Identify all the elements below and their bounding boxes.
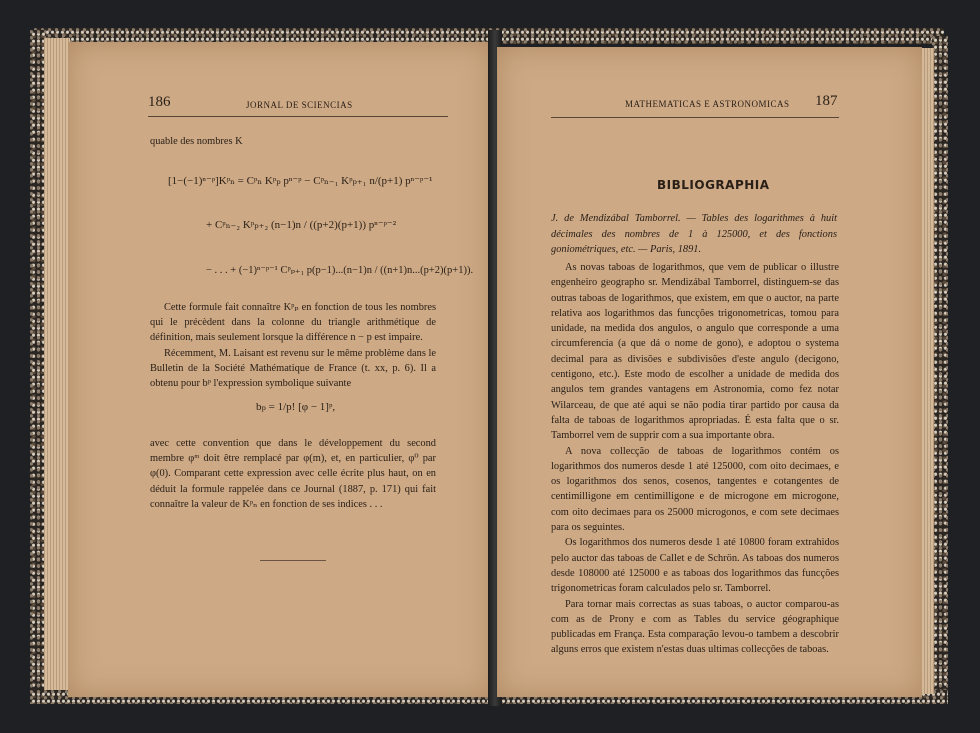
paragraph-text: As novas taboas de logarithmos, que vem de publicar o illustre engenheiro geographo sr. Mendizábal Tamborrel, distinguem-se das outras taboas de logarithmos, que existem, em que o auctor, na parte relativa aos logarithmos das funcções trigonometricas, tomou para unidade, na medida dos angulos, o angulo que corresponde a uma circumferencia (a que dá o nome de gono), e adoptou o systema decimal para as divisões e subdivisões d'este angulo (decigono, centigono, etc.). Este modo de escolher a unidade de medida dos angulos tem grandes vantagens em Astronomia, como fez notar Wilarceau, de que até aqui se não podia tirar partido por causa da falta de taboas de logarithmos apropriadas. É esta falta que o sr. Tamborrel vem de supprir com a sua importante obra. [551, 262, 839, 442]
citation: J. de Mendizábal Tamborrel. — Tables des logarithmes à huit décimales des nombres de 1 à 125000, et des fonctions goniométriques, etc. — Paris, 1891. [551, 213, 837, 255]
formula-1: [1−(−1)ⁿ⁻ᵖ]Kᵖₙ = Cᵖₙ Kᵖₚ pⁿ⁻ᵖ − Cᵖₙ₋₁ Kᵖₚ₊₁ n/(p+1) pⁿ⁻ᵖ⁻¹ [168, 175, 433, 187]
paragraph-text: Para tornar mais correctas as suas taboas, o auctor comparou-as com as de Prony e com as Tables du service géographique publicadas em França. Esta comparação levou-o tambem a descobrir alguns erros que existem n'estas duas ultimas collecções de taboas. [551, 598, 839, 656]
page-stack-left [44, 38, 70, 690]
marbled-cover-right [932, 36, 948, 704]
right-body [551, 260, 839, 658]
formula-4: bₚ = 1/p! [φ − 1]ᵖ, [256, 401, 336, 413]
intro-line: quable des nombres K [150, 136, 243, 147]
left-paragraph-1 [150, 300, 436, 391]
paragraph-text: A nova collecção de taboas de logarithmos contém os logarithmos dos numeros desde 1 até 125000, com oito decimaes, e os logarithmos dos senos, cosenos, tangentes e cotangentes de centimilligone em centimilligone e de microgone em microgone, com oito decimaes para os 25000 microgonos, e com sete decimaes para os seguintes. [551, 445, 839, 534]
formula-2: + Cᵖₙ₋₂ Kᵖₚ₊₂ (n−1)n / ((p+2)(p+1)) pⁿ⁻ᵖ⁻² [206, 219, 397, 231]
closing-rule [260, 560, 326, 561]
header-rule-right [551, 117, 839, 118]
paragraph-text: Cette formule fait connaître Kᵖₚ en fonction de tous les nombres qui le précèdent dans la colonne du triangle arithmétique de définition, mais seulement lorsque la différence n − p est impaire. [150, 302, 436, 344]
left-paragraph-2 [150, 436, 436, 512]
right-page [497, 47, 922, 697]
section-title: BIBLIOGRAPHIA [657, 178, 770, 192]
header-rule-left [148, 116, 448, 117]
paragraph-text: Récemment, M. Laisant est revenu sur le même problème dans le Bulletin de la Société Mathématique de France (t. xx, p. 6). Il a obtenu pour bᵖ l'expression symbolique suivante [150, 347, 436, 390]
paragraph-text: avec cette convention que dans le développement du second membre φᵐ doit être remplacé par φ(m), et, en particulier, φ⁰ par φ(0). Comparant cette expression avec celle écrite plus haut, on en déduit la formule rappelée dans ce Journal (1887, p. 171) qui fait connaître la valeur de Kᵖₙ en fonction de ses indices . . . [150, 438, 436, 510]
page-number-right: 187 [815, 93, 838, 109]
paragraph-text: Os logarithmos dos numeros desde 1 até 10800 foram extrahidos pelo auctor das taboas de Callet e de Schrön. As taboas dos numeros desde 108000 até 125000 e as taboas dos logarithmos das funcções trigonometricas foram calculados pelo sr. Tamborrel. [551, 537, 839, 595]
running-head-right: MATHEMATICAS E ASTRONOMICAS [625, 99, 790, 109]
left-page [68, 42, 491, 697]
formula-3: − . . . + (−1)ⁿ⁻ᵖ⁻¹ Cᵖₚ₊₁ p(p−1)...(n−1)n / ((n+1)n...(p+2)(p+1)). [206, 265, 474, 276]
running-head-left: JORNAL DE SCIENCIAS [246, 100, 353, 110]
page-number-left: 186 [148, 94, 171, 110]
